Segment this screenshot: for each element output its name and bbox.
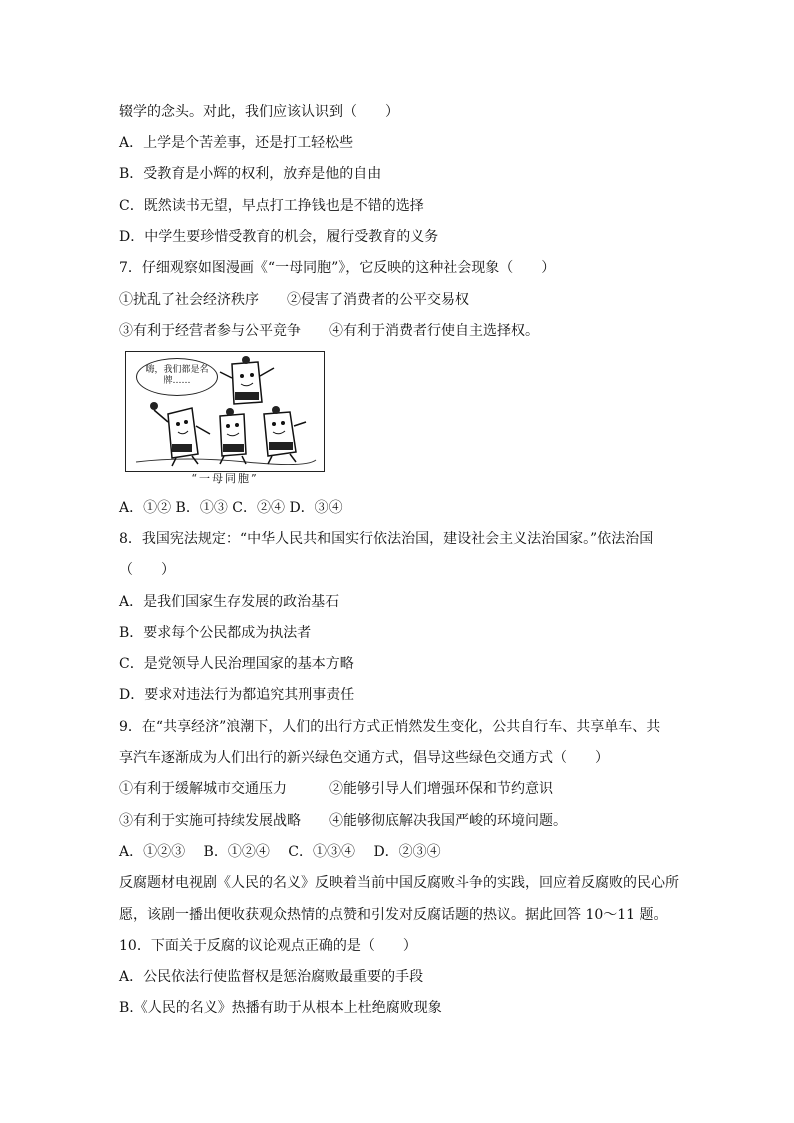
- text-line: 享汽车逐渐成为人们出行的新兴绿色交通方式，倡导这些绿色交通方式（ ）: [119, 750, 609, 766]
- option-b: B．要求每个公民都成为执法者: [119, 625, 312, 641]
- speech-bubble: [136, 358, 218, 396]
- statement-line: ③有利于经营者参与公平竞争 ④有利于消费者行使自主选择权。: [119, 323, 539, 339]
- option-d: D．中学生要珍惜受教育的机会，履行受教育的义务: [119, 229, 439, 245]
- comic-figure-right: [264, 406, 306, 464]
- comic-figure-top: [220, 356, 274, 404]
- option-c: C．是党领导人民治理国家的基本方略: [119, 656, 354, 672]
- comic-figure-middle: [220, 408, 246, 464]
- text-line: 辍学的念头。对此，我们应该认识到（ ）: [119, 104, 399, 120]
- option-a: A．是我们国家生存发展的政治基石: [119, 594, 340, 610]
- option-d: D．要求对违法行为都追究其刑事责任: [119, 687, 355, 703]
- question-9: 9．在“共享经济”浪潮下，人们的出行方式正悄然发生变化，公共自行车、共享单车、共: [119, 719, 661, 735]
- question-10: 10．下面关于反腐的议论观点正确的是（ ）: [119, 938, 417, 954]
- passage-line: 反腐题材电视剧《人民的名义》反映着当前中国反腐败斗争的实践，回应着反腐败的民心所: [119, 875, 679, 891]
- answer-options-7: A．①② B．①③ C．②④ D．③④: [119, 500, 343, 516]
- speech-bubble-text: 嗨，我们都是名牌……: [145, 365, 209, 386]
- option-a: A．上学是个苦差事，还是打工轻松些: [119, 135, 354, 151]
- question-7: 7．仔细观察如图漫画《“一母同胞”》，它反映的这种社会现象（ ）: [119, 260, 556, 276]
- comic-frame: [125, 351, 325, 472]
- answer-options-9: A．①②③ B．①②④ C．①③④ D．②③④: [119, 844, 441, 860]
- comic-illustration: [125, 351, 325, 491]
- statement-line: ①扰乱了社会经济秩序 ②侵害了消费者的公平交易权: [119, 292, 469, 308]
- comic-figure-left: [150, 402, 210, 466]
- option-b: B．受教育是小辉的权利，放弃是他的自由: [119, 166, 382, 182]
- option-c: C．既然读书无望，早点打工挣钱也是不错的选择: [119, 198, 424, 214]
- option-b: B.《人民的名义》热播有助于从根本上杜绝腐败现象: [119, 1000, 442, 1016]
- comic-caption: “一母同胞”: [191, 472, 259, 485]
- option-a: A．公民依法行使监督权是惩治腐败最重要的手段: [119, 969, 424, 985]
- question-8: 8．我国宪法规定：“中华人民共和国实行依法治国，建设社会主义法治国家。”依法治国: [119, 531, 654, 547]
- text-line: （ ）: [119, 562, 175, 578]
- statement-line: ①有利于缓解城市交通压力 ②能够引导人们增强环保和节约意识: [119, 781, 553, 797]
- passage-line: 愿，该剧一播出便收获观众热情的点赞和引发对反腐话题的热议。据此回答 10～11 题。: [119, 907, 668, 923]
- statement-line: ③有利于实施可持续发展战略 ④能够彻底解决我国严峻的环境问题。: [119, 813, 567, 829]
